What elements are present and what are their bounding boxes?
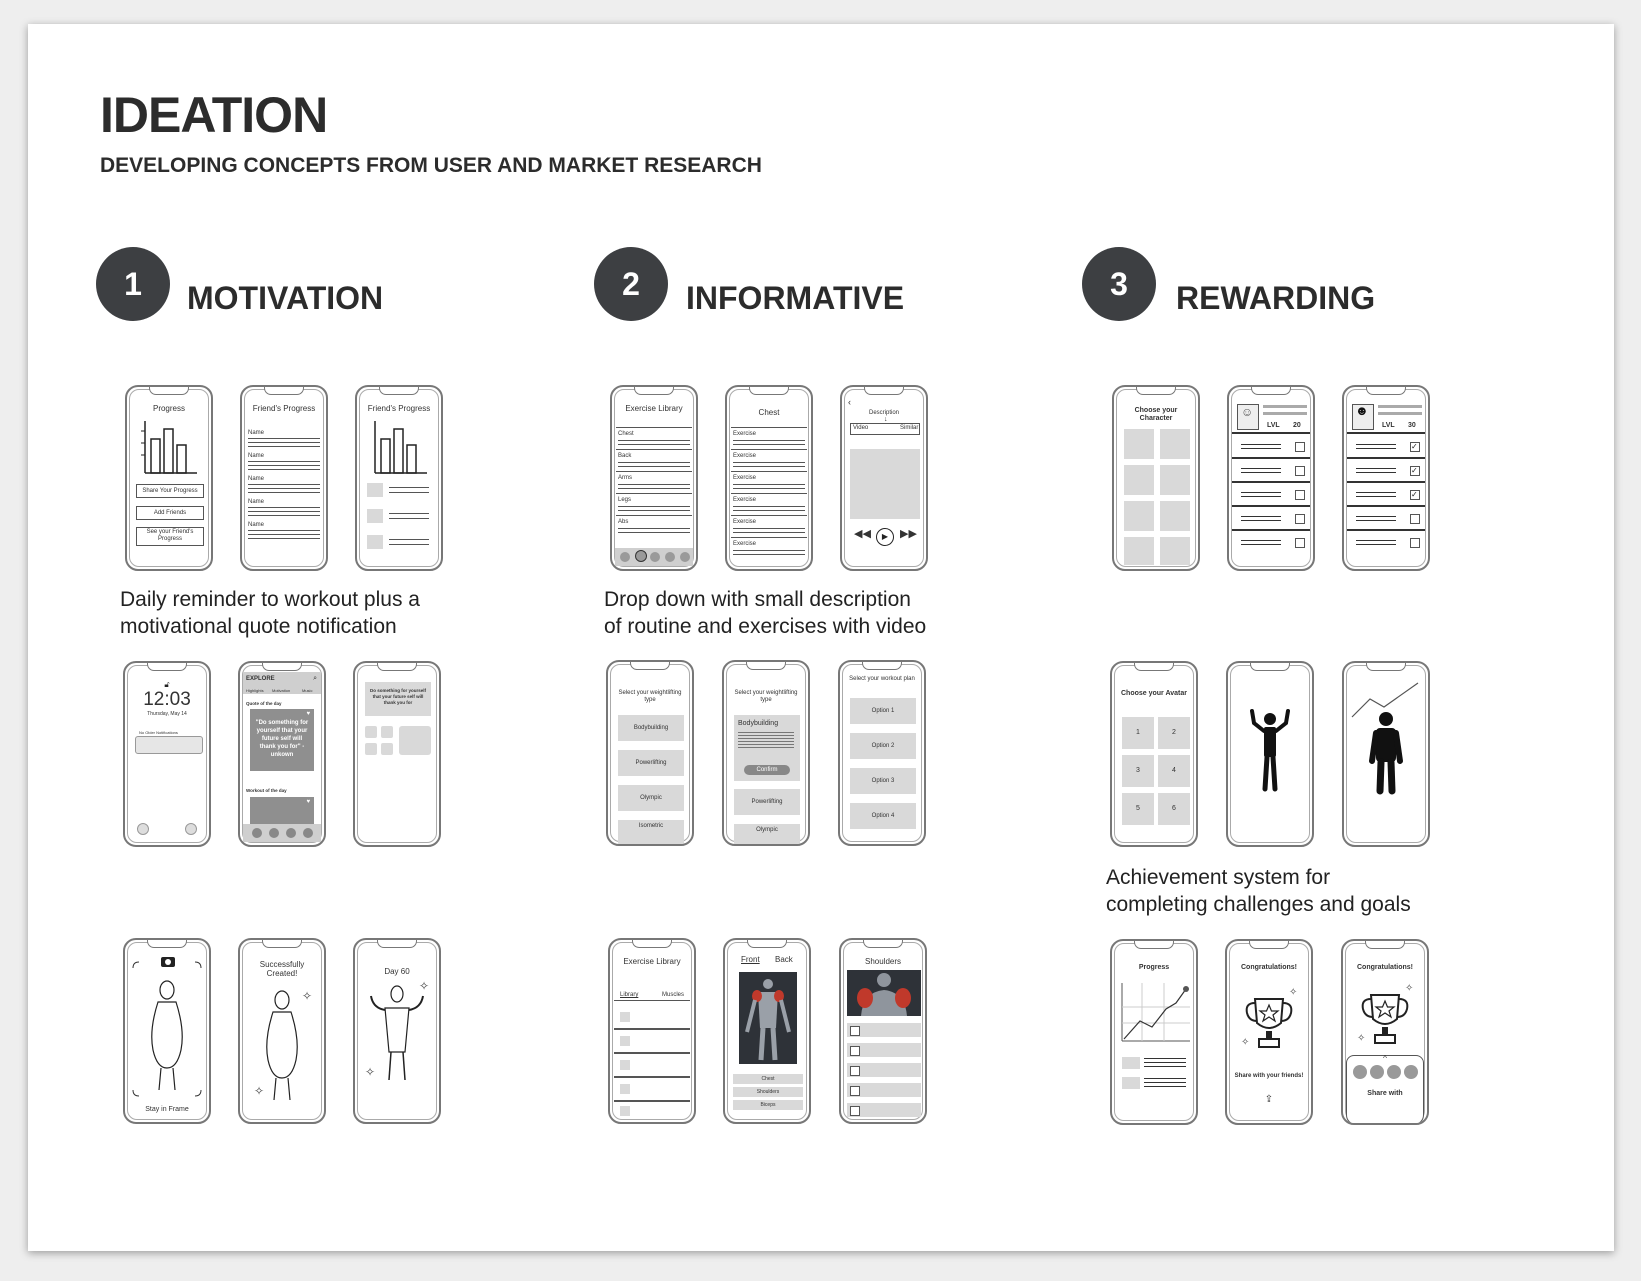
phone-notch — [1251, 387, 1291, 395]
chevron-up-icon[interactable]: ^ — [1383, 1054, 1387, 1063]
level-label: LVL — [1267, 422, 1280, 429]
section-title-informative: INFORMATIVE — [686, 280, 905, 316]
wireframe-explore — [238, 661, 326, 847]
avatar-option[interactable]: 2 — [1158, 717, 1190, 749]
play-icon[interactable]: ▶ — [876, 528, 894, 546]
tab-front[interactable]: Front — [741, 955, 760, 964]
heart-icon[interactable]: ♥ — [306, 799, 310, 805]
caption-line: Drop down with small description — [604, 588, 911, 611]
wireframe-muscle-map — [723, 938, 811, 1124]
wireframe-quote-widget — [353, 661, 441, 847]
wireframe-quest-level-20 — [1227, 385, 1315, 571]
library-row[interactable]: Abs — [618, 519, 629, 525]
lock-time: 12:03 — [143, 689, 191, 710]
wireframe-congratulations-share — [1341, 939, 1429, 1125]
level-label: LVL — [1382, 422, 1395, 429]
option-3[interactable]: Option 3 — [850, 768, 916, 794]
section-title-rewarding: REWARDING — [1176, 280, 1376, 316]
screen-title: Choose your Avatar — [1121, 690, 1187, 697]
phone-notch — [149, 387, 189, 395]
level-value: 30 — [1408, 422, 1416, 429]
quote-text: "Do something for yourself that your future self will thank you for" - unkown — [255, 720, 309, 758]
wireframe-avatar-cheer — [1226, 661, 1314, 847]
quote-label: Quote of the day — [246, 701, 282, 706]
library-row[interactable]: Arms — [618, 475, 632, 481]
exercise-row[interactable]: Exercise — [733, 431, 757, 437]
avatar-option[interactable]: 5 — [1122, 793, 1154, 825]
screen-title: Day 60 — [384, 967, 410, 976]
phone-notch — [634, 387, 674, 395]
tab-music[interactable]: Music — [302, 688, 313, 693]
wireframe-exercise-library-tabs — [608, 938, 696, 1124]
line-chart-icon — [1112, 977, 1196, 1047]
workout-card[interactable] — [250, 797, 314, 825]
screen-title: Select your weightlifting type — [618, 690, 682, 703]
avatar-option[interactable]: 3 — [1122, 755, 1154, 787]
svg-text:✧: ✧ — [1357, 1033, 1366, 1044]
level-value: 20 — [1293, 422, 1301, 429]
quote-text: Do something for yourself that your future self will thank you for — [369, 688, 426, 705]
phone-notch — [862, 662, 902, 670]
caption-line: Achievement system for — [1106, 866, 1331, 889]
expanded-option-title: Bodybuilding — [738, 720, 779, 727]
tab-motivation[interactable]: Motivation — [272, 688, 291, 693]
page-title: IDEATION — [100, 87, 328, 143]
phone-notch — [863, 940, 903, 948]
trophy-icon — [1227, 981, 1311, 1071]
friend-name: Name — [248, 453, 265, 459]
svg-text:✧: ✧ — [1289, 987, 1298, 998]
share-progress-button[interactable]: Share Your Progress — [136, 484, 204, 498]
exercise-row[interactable]: Exercise — [733, 519, 757, 525]
screen-title: Friend's Progress — [252, 404, 316, 413]
tab-muscles[interactable]: Muscles — [661, 992, 684, 998]
share-icon[interactable]: ⇪ — [1264, 1094, 1274, 1105]
phone-notch — [377, 940, 417, 948]
character-slot[interactable] — [1124, 429, 1154, 459]
checkmark-icon[interactable]: ✓ — [1410, 466, 1420, 476]
screen-title: Progress — [152, 404, 185, 413]
exercise-row[interactable]: Exercise — [733, 541, 757, 547]
friend-name: Name — [248, 430, 265, 436]
tab-video[interactable]: Video — [853, 425, 869, 431]
video-player[interactable] — [850, 449, 920, 519]
phone-notch — [749, 387, 789, 395]
phone-notch — [1365, 941, 1405, 949]
bar-chart-icon — [127, 417, 211, 477]
section-title-motivation: MOTIVATION — [187, 280, 384, 316]
character-icon: ☺ — [1241, 405, 1254, 419]
phone-notch — [262, 663, 302, 671]
tab-back[interactable]: Back — [775, 955, 793, 964]
screen-title: Exercise Library — [625, 404, 683, 413]
muscle-biceps[interactable]: Biceps — [733, 1100, 803, 1110]
wireframe-camera — [123, 938, 211, 1124]
phone-notch — [747, 940, 787, 948]
share-contact[interactable] — [1404, 1065, 1418, 1079]
svg-text:✧: ✧ — [302, 989, 313, 1003]
character-slot[interactable] — [1160, 429, 1190, 459]
share-contact[interactable] — [1353, 1065, 1367, 1079]
option-isometric[interactable]: Isometric — [618, 820, 684, 846]
tab-similar[interactable]: Similar — [900, 425, 919, 431]
screen-title: Congratulations! — [1241, 964, 1297, 971]
heart-icon[interactable]: ♥ — [306, 711, 310, 717]
share-contact[interactable] — [1370, 1065, 1384, 1079]
caption-motivation — [120, 586, 420, 640]
screen-title: Exercise Library — [623, 957, 681, 966]
share-text: Share with — [1367, 1090, 1403, 1097]
muscular-figure — [355, 980, 439, 1124]
explore-header: EXPLORE — [246, 676, 275, 682]
section-badge-3: 3 — [1082, 247, 1156, 321]
friend-name: Name — [248, 499, 265, 505]
wireframe-choose-character — [1112, 385, 1200, 571]
option-olympic[interactable]: Olympic — [734, 824, 800, 846]
growth-person-icon — [1344, 663, 1428, 845]
phone-notch — [1249, 941, 1289, 949]
tab-library[interactable]: Library — [620, 992, 639, 998]
screen-title: Shoulders — [864, 957, 902, 966]
library-row[interactable]: Legs — [618, 497, 632, 503]
phone-notch — [1136, 387, 1176, 395]
phone-notch — [864, 387, 904, 395]
add-friends-button[interactable]: Add Friends — [136, 506, 204, 520]
phone-notch — [632, 940, 672, 948]
avatar-option[interactable]: 1 — [1122, 717, 1154, 749]
friend-name: Name — [248, 476, 265, 482]
option-olympic[interactable]: Olympic — [618, 785, 684, 811]
wireframe-friends-progress-chart — [355, 385, 443, 571]
phone-notch — [1366, 663, 1406, 671]
trophy-icon — [1343, 977, 1427, 1057]
phone-notch — [1134, 663, 1174, 671]
option-powerlifting[interactable]: Powerlifting — [734, 789, 800, 815]
svg-text:✧: ✧ — [1241, 1037, 1250, 1048]
shoulder-anatomy-icon — [847, 970, 921, 1016]
wireframe-quest-level-30 — [1342, 385, 1430, 571]
phone-notch — [1250, 663, 1290, 671]
caption-rewarding — [1106, 864, 1411, 918]
lock-icon: 🔓︎ — [164, 680, 170, 689]
workout-label: Workout of the day — [246, 788, 287, 793]
caption-informative — [604, 586, 926, 640]
notifications-text: No Older Notifications — [139, 730, 178, 735]
wireframe-day-60 — [353, 938, 441, 1124]
cheering-person-icon — [1228, 663, 1312, 845]
friend-name: Name — [248, 522, 265, 528]
exercise-row[interactable]: Exercise — [733, 475, 757, 481]
phone-notch — [1366, 387, 1406, 395]
option-1[interactable]: Option 1 — [850, 698, 916, 724]
frame-hint: Stay in Frame — [145, 1106, 189, 1113]
wireframe-description — [840, 385, 928, 571]
page-subtitle: DEVELOPING CONCEPTS FROM USER AND MARKET RESEARCH — [100, 154, 762, 177]
phone-notch — [262, 940, 302, 948]
arrow-down-icon: ↓ — [884, 416, 888, 423]
anatomy-figure-icon — [739, 972, 797, 1064]
character-figure — [240, 980, 324, 1124]
friends-progress-button[interactable]: See your Friend's Progress — [136, 527, 204, 546]
lock-date: Thursday, May 14 — [147, 711, 187, 717]
checkmark-icon[interactable]: ✓ — [1410, 442, 1420, 452]
notification-card[interactable] — [135, 736, 203, 754]
character-slot[interactable] — [1124, 465, 1154, 495]
bar-chart-icon — [357, 417, 441, 477]
screen-title: Friend's Progress — [367, 404, 431, 413]
phone-notch — [746, 662, 786, 670]
caption-line: motivational quote notification — [120, 615, 397, 638]
tab-highlights[interactable]: Highlights — [246, 688, 264, 693]
exercise-row[interactable]: Exercise — [733, 497, 757, 503]
phone-notch — [1134, 941, 1174, 949]
wireframe-rewards-progress — [1110, 939, 1198, 1125]
screen-title: Congratulations! — [1357, 964, 1413, 971]
phone-notch — [377, 663, 417, 671]
confirm-button[interactable]: Confirm — [744, 765, 790, 775]
character-slot[interactable] — [1160, 501, 1190, 531]
wireframe-congratulations — [1225, 939, 1313, 1125]
screen-title: Progress — [1138, 964, 1170, 971]
share-contact[interactable] — [1387, 1065, 1401, 1079]
character-slot[interactable] — [1124, 501, 1154, 531]
phone-notch — [147, 940, 187, 948]
screen-title: Chest — [758, 408, 780, 417]
option-bodybuilding[interactable]: Bodybuilding — [618, 715, 684, 741]
svg-text:✧: ✧ — [365, 1065, 376, 1079]
wireframe-choose-avatar — [1110, 661, 1198, 847]
section-badge-2: 2 — [594, 247, 668, 321]
checkmark-icon[interactable]: ✓ — [1410, 490, 1420, 500]
character-slot[interactable] — [1124, 537, 1154, 565]
svg-text:✧: ✧ — [1405, 983, 1414, 994]
caption-line: Daily reminder to workout plus a — [120, 588, 420, 611]
wireframe-avatar-growth — [1342, 661, 1430, 847]
wireframe-chest — [725, 385, 813, 571]
search-icon[interactable]: ⌕ — [313, 675, 317, 682]
wireframe-progress — [125, 385, 213, 571]
library-row[interactable]: Back — [618, 453, 632, 459]
caption-line: of routine and exercises with video — [604, 615, 927, 638]
screen-title: Description — [868, 410, 899, 416]
library-row[interactable]: Chest — [618, 431, 634, 437]
back-icon[interactable]: ‹ — [848, 397, 851, 407]
avatar-option[interactable]: 4 — [1158, 755, 1190, 787]
character-slot[interactable] — [1160, 465, 1190, 495]
wireframe-weightlifting-type — [606, 660, 694, 846]
option-2[interactable]: Option 2 — [850, 733, 916, 759]
wireframe-friends-progress — [240, 385, 328, 571]
muscle-chest[interactable]: Chest — [733, 1074, 803, 1084]
wireframe-shoulders — [839, 938, 927, 1124]
flashlight-icon[interactable] — [137, 823, 149, 835]
wireframe-weightlifting-expanded — [722, 660, 810, 846]
exercise-row[interactable]: Exercise — [733, 453, 757, 459]
option-powerlifting[interactable]: Powerlifting — [618, 750, 684, 776]
phone-notch — [264, 387, 304, 395]
wireframe-workout-plan — [838, 660, 926, 846]
muscle-shoulders[interactable]: Shoulders — [733, 1087, 803, 1097]
character-slot[interactable] — [1160, 537, 1190, 565]
wireframe-lock-screen — [123, 661, 211, 847]
caption-line: completing challenges and goals — [1106, 893, 1411, 916]
wireframe-exercise-library — [610, 385, 698, 571]
share-text: Share with your friends! — [1234, 1073, 1304, 1079]
section-badge-1: 1 — [96, 247, 170, 321]
character-icon: ☻ — [1355, 403, 1369, 418]
forward-icon[interactable]: ▶▶ — [900, 528, 917, 540]
camera-icon[interactable] — [185, 823, 197, 835]
phone-notch — [630, 662, 670, 670]
screen-title: Select your weightlifting type — [734, 690, 798, 703]
screen-title: Successfully Created! — [259, 960, 305, 978]
rewind-icon[interactable]: ◀◀ — [854, 528, 871, 540]
screen-title: Choose your Character — [1134, 407, 1178, 422]
camera-frame — [125, 940, 209, 1122]
phone-notch — [379, 387, 419, 395]
svg-text:✧: ✧ — [254, 1084, 265, 1098]
option-4[interactable]: Option 4 — [850, 803, 916, 829]
svg-text:✧: ✧ — [419, 980, 430, 993]
avatar-option[interactable]: 6 — [1158, 793, 1190, 825]
screen-title: Select your workout plan — [849, 676, 915, 682]
wireframe-created — [238, 938, 326, 1124]
phone-notch — [147, 663, 187, 671]
